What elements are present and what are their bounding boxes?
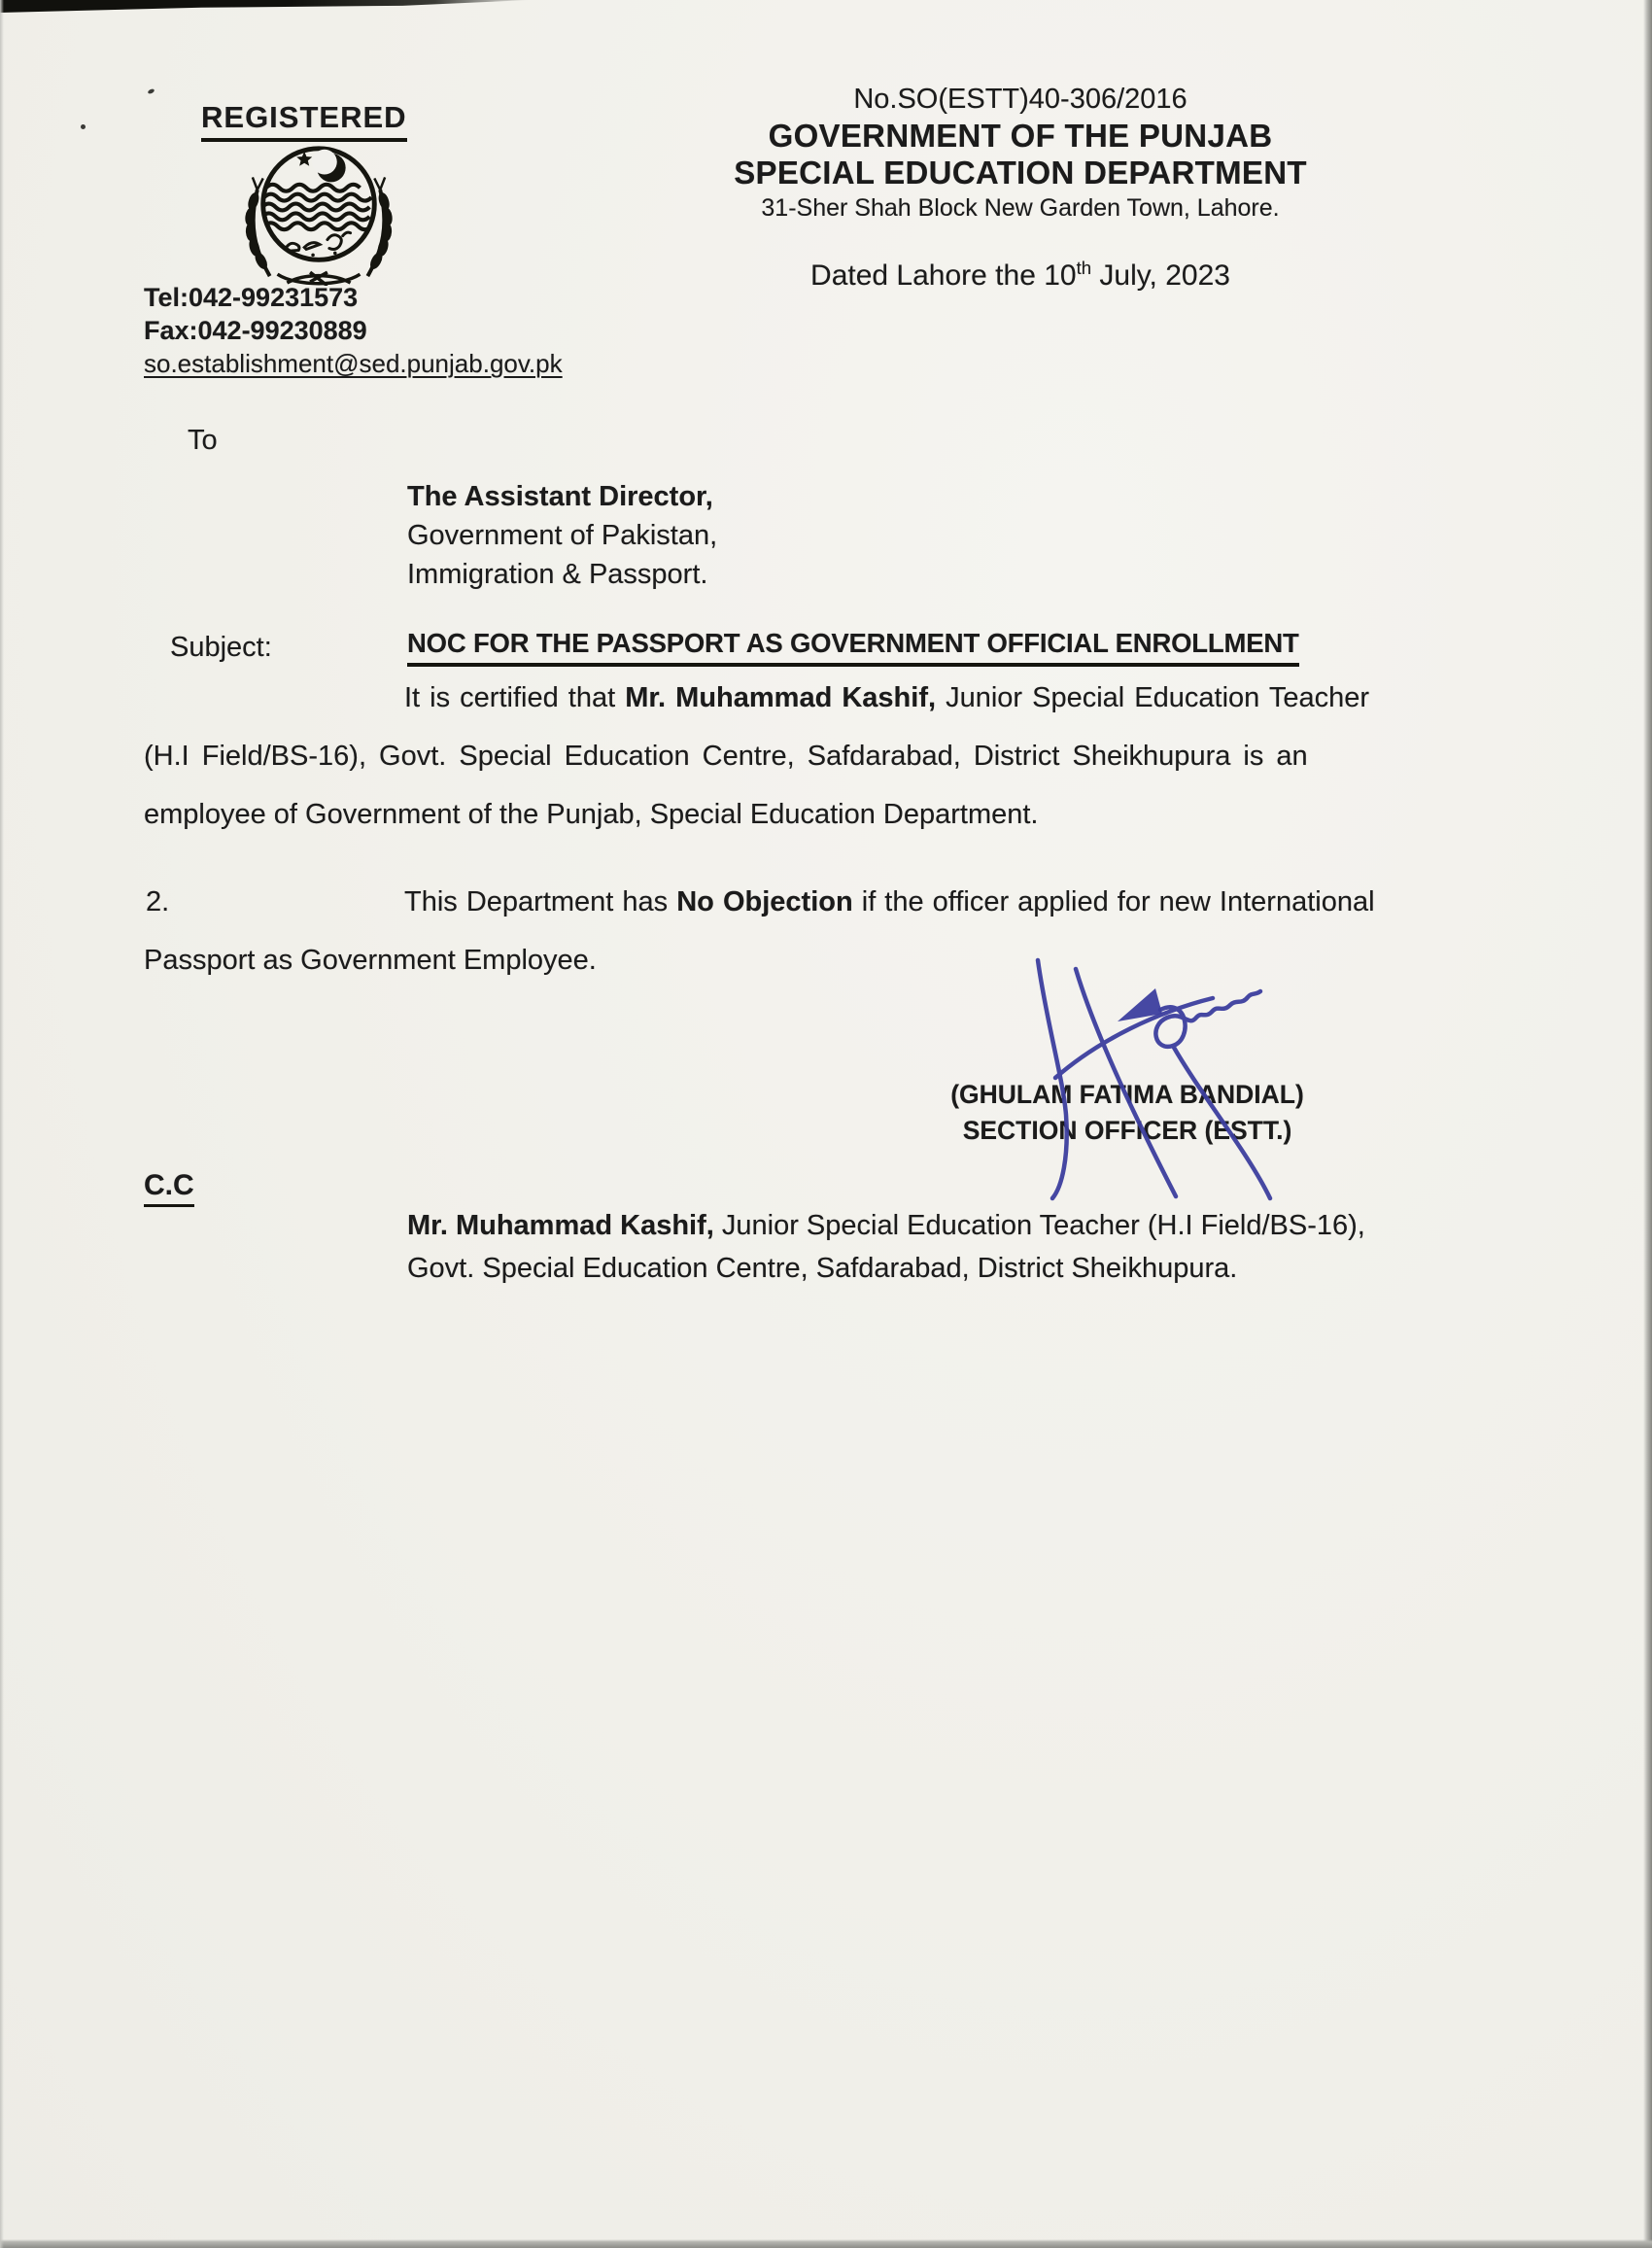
body-paragraph-1	[144, 669, 1465, 844]
paragraph-line: Passport as Government Employee.	[144, 945, 597, 976]
cc-employee-name: Mr. Muhammad Kashif,	[407, 1210, 714, 1241]
fax-number: Fax:042-99230889	[144, 316, 367, 345]
scan-speck	[81, 124, 86, 129]
body-text: Junior Special Education Teacher	[936, 682, 1369, 713]
recipient-title: The Assistant Director,	[407, 481, 713, 512]
letterhead	[661, 84, 1380, 293]
cc-line: Govt. Special Education Centre, Safdarabad, District Sheikhupura.	[407, 1253, 1238, 1284]
handwritten-signature-ink	[981, 909, 1292, 1210]
recipient-org: Government of Pakistan,	[407, 520, 718, 551]
signer-designation: SECTION OFFICER (ESTT.)	[962, 1116, 1292, 1145]
cc-text: Junior Special Education Teacher (H.I Field/BS-16),	[713, 1210, 1365, 1241]
date-ordinal-superscript: th	[1076, 258, 1092, 278]
recipient-block	[407, 477, 717, 594]
department-address: 31-Sher Shah Block New Garden Town, Lahore.	[761, 194, 1280, 222]
telephone-number: Tel:042-99231573	[144, 283, 359, 312]
subject-text: NOC FOR THE PASSPORT AS GOVERNMENT OFFICIAL ENROLLMENT	[407, 628, 1299, 667]
cc-recipient-block	[407, 1204, 1365, 1290]
scan-edge-top	[0, 0, 530, 13]
email-address: so.establishment@sed.punjab.gov.pk	[144, 349, 563, 378]
paragraph-line	[144, 669, 1465, 727]
employee-name: Mr. Muhammad Kashif,	[625, 682, 937, 713]
date-text: Dated Lahore the 10	[810, 259, 1077, 292]
date-line	[661, 258, 1380, 293]
registered-label: REGISTERED	[201, 100, 407, 142]
recipient-dept: Immigration & Passport.	[407, 559, 708, 590]
reference-number: No.SO(ESTT)40-306/2016	[853, 84, 1187, 115]
to-label: To	[188, 425, 218, 456]
urdu-calligraphy	[285, 232, 350, 251]
paragraph-number: 2.	[146, 886, 170, 917]
cc-label: C.C	[144, 1169, 194, 1207]
department-name: SPECIAL EDUCATION DEPARTMENT	[734, 155, 1307, 190]
contact-block	[144, 281, 563, 380]
body-text: if the officer applied for new International	[852, 886, 1375, 917]
scan-speck	[147, 88, 155, 95]
body-text: It is certified that	[404, 682, 626, 713]
paragraph-line: employee of Government of the Punjab, Special Education Department.	[144, 799, 1039, 830]
body-text: This Department has	[404, 886, 677, 917]
scan-edge-right	[1643, 0, 1652, 2248]
cc-line	[407, 1204, 1365, 1247]
punjab-government-crest-logo	[226, 132, 411, 286]
no-objection-text: No Objection	[676, 886, 853, 917]
date-text: July, 2023	[1091, 259, 1230, 292]
scan-edge-left	[0, 0, 4, 2248]
signer-name: (GHULAM FATIMA BANDIAL)	[950, 1080, 1304, 1109]
paragraph-line: (H.I Field/BS-16), Govt. Special Education Centre, Safdarabad, District Sheikhupura is an	[144, 741, 1308, 772]
government-name: GOVERNMENT OF THE PUNJAB	[768, 118, 1273, 154]
river-waves	[262, 185, 372, 229]
subject-label: Subject:	[170, 632, 272, 663]
scan-edge-bottom	[0, 2239, 1652, 2248]
